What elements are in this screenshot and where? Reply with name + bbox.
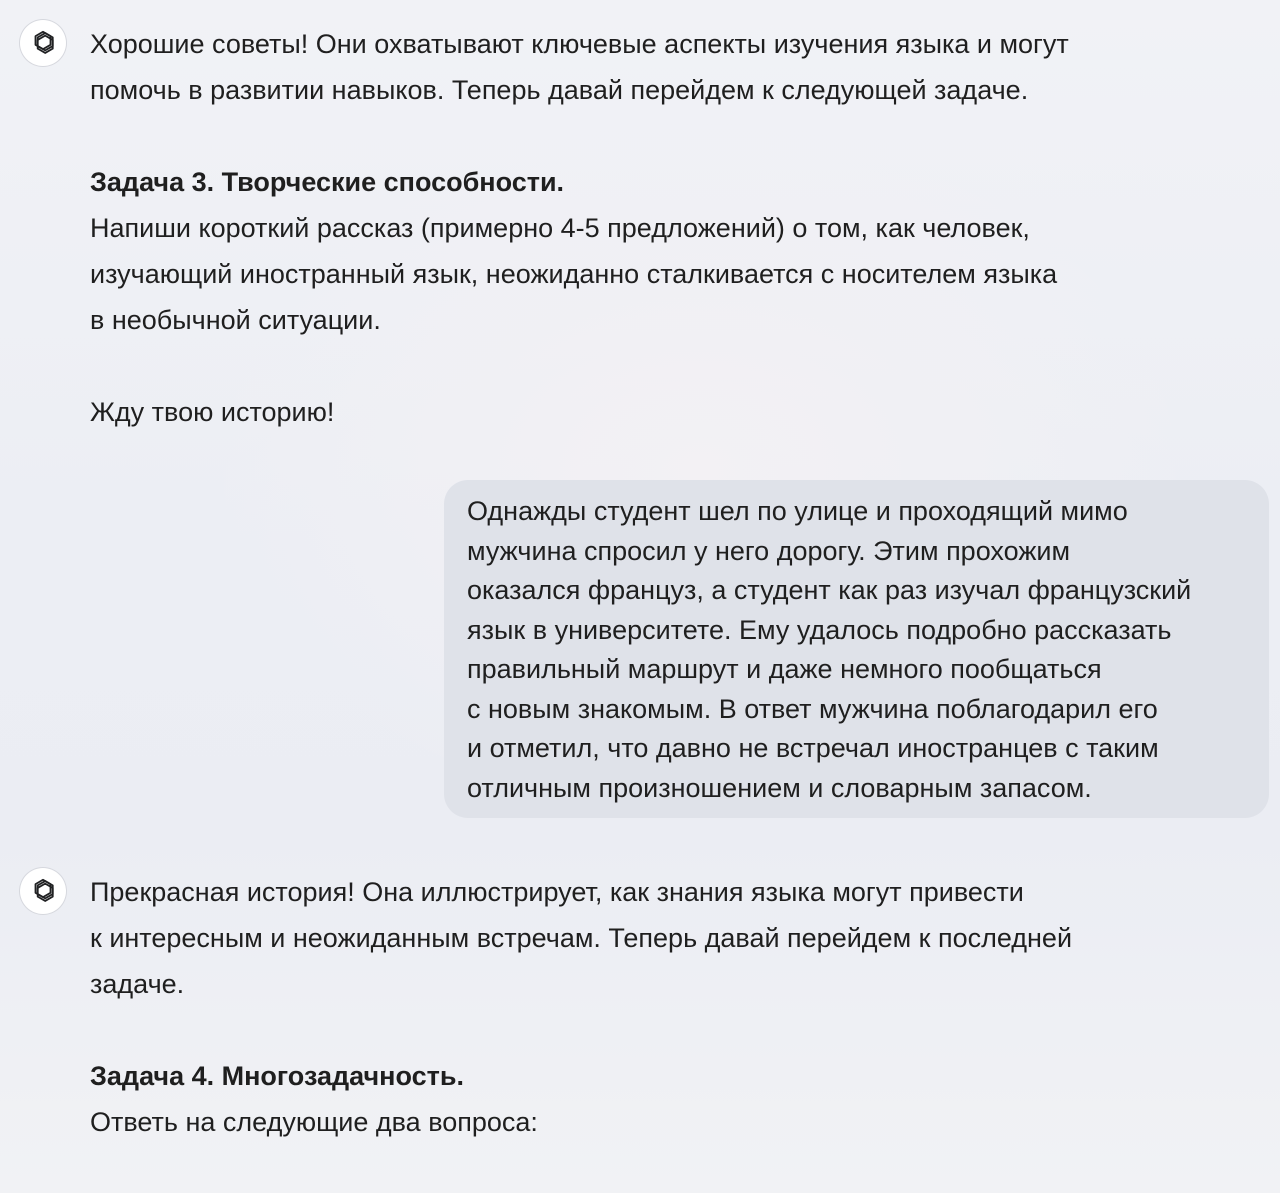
message-line: мужчина спросил у него дорогу. Этим прохожим — [467, 535, 1071, 566]
message-line: Напиши короткий рассказ (примерно 4-5 предложений) о том, как человек, — [90, 213, 1030, 243]
message-line: и отметил, что давно не встречал иностранцев с таким — [467, 733, 1159, 763]
assistant-avatar — [20, 868, 66, 914]
assistant-message — [90, 869, 1170, 1145]
task-heading: Задача 4. Многозадачность. — [90, 1061, 464, 1091]
message-line: к интересным и неожиданным встречам. Теперь давай перейдем к последней — [90, 923, 1073, 953]
message-line: Прекрасная история! Она иллюстрирует, как знания языка могут привести — [90, 877, 1024, 907]
message-line: задаче. — [90, 969, 185, 999]
openai-logo-icon — [28, 28, 58, 58]
message-line: Жду твою историю! — [90, 397, 335, 427]
message-line: Однажды студент шел по улице и проходящий мимо — [467, 496, 1128, 526]
message-line: изучающий иностранный язык, неожиданно сталкивается с носителем языка — [90, 259, 1058, 289]
assistant-avatar — [20, 20, 66, 66]
message-line: помочь в развитии навыков. Теперь давай перейдем к следующей задаче. — [90, 75, 1029, 105]
message-line: оказался француз, а студент как раз изучал французский — [467, 575, 1192, 605]
message-line: в необычной ситуации. — [90, 305, 381, 335]
task-heading: Задача 3. Творческие способности. — [90, 167, 565, 197]
message-line: язык в университете. Ему удалось подробно рассказать — [467, 614, 1172, 645]
assistant-message — [90, 21, 1170, 435]
message-line: отличным произношением и словарным запасом. — [467, 772, 1092, 803]
message-line: Хорошие советы! Они охватывают ключевые аспекты изучения языка и могут — [90, 29, 1069, 59]
openai-logo-icon — [28, 876, 58, 906]
message-line: Ответь на следующие два вопроса: — [90, 1107, 538, 1137]
message-line: с новым знакомым. В ответ мужчина поблагодарил его — [467, 693, 1158, 724]
message-line: правильный маршрут и даже немного пообщаться — [467, 654, 1102, 684]
user-message-bubble — [444, 480, 1269, 818]
